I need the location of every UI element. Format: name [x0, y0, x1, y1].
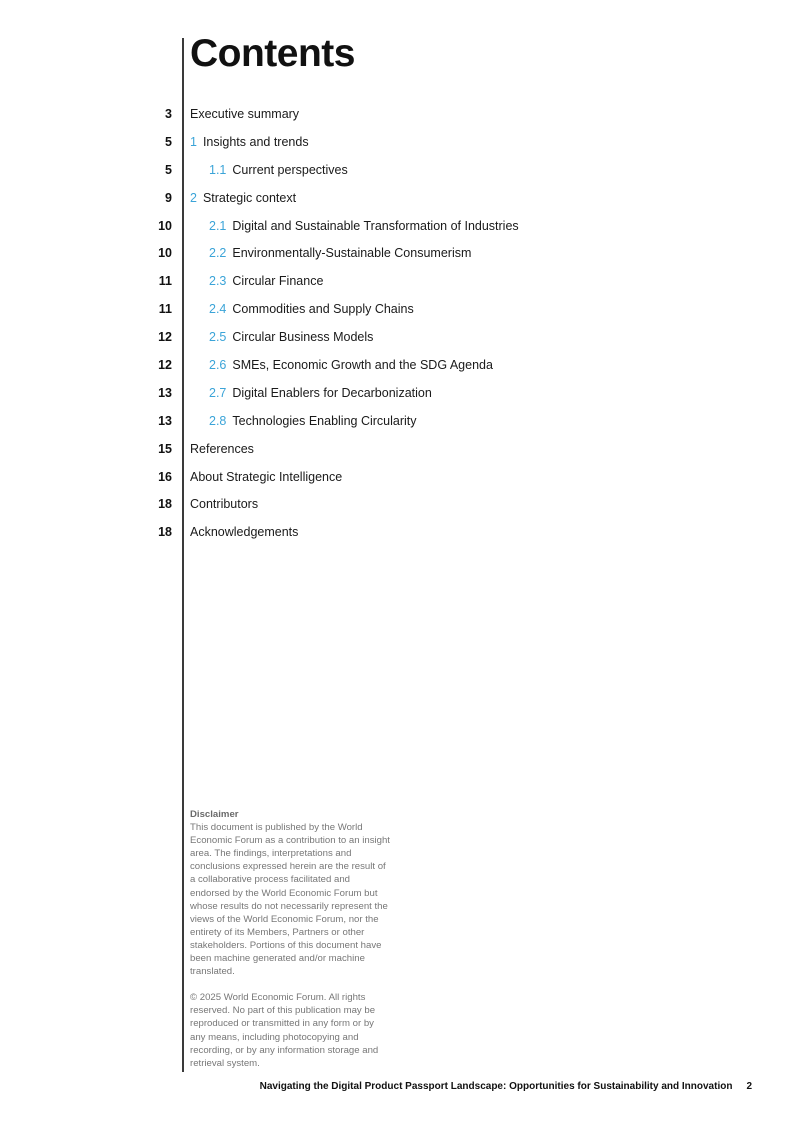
toc-entry-label: Digital and Sustainable Transformation of Industries: [232, 218, 519, 233]
toc-entry-label: Contributors: [190, 497, 259, 512]
toc-page-number: 18: [158, 497, 172, 512]
toc-page-number: 10: [158, 246, 172, 261]
toc-page-number: 12: [158, 358, 172, 373]
toc-entry-label: Circular Business Models: [232, 330, 374, 345]
toc-section-number: 1: [190, 134, 197, 149]
toc-entry[interactable]: [0, 352, 800, 380]
disclaimer-title: Disclaimer: [190, 809, 239, 820]
toc-entry-label: Executive summary: [190, 107, 300, 121]
toc-entry[interactable]: [0, 380, 800, 408]
toc-entry[interactable]: [0, 240, 800, 268]
toc-page-number: 13: [158, 385, 172, 400]
toc-entry-label: Current perspectives: [232, 162, 348, 177]
toc-section-number: 2: [190, 190, 197, 205]
table-of-contents: [0, 101, 800, 547]
toc-entry[interactable]: [0, 464, 800, 492]
disclaimer: [190, 808, 390, 1070]
toc-entry[interactable]: [0, 296, 800, 324]
toc-section-number: 2.3: [209, 274, 227, 289]
toc-entry-label: About Strategic Intelligence: [190, 469, 343, 484]
toc-entry-text: [209, 414, 417, 428]
toc-section-number: 2.4: [209, 302, 227, 317]
toc-entry[interactable]: [0, 408, 800, 436]
toc-page-number: 9: [165, 190, 172, 205]
toc-entry-text: [190, 135, 309, 149]
toc-entry-text: [209, 386, 432, 400]
toc-entry-text: [190, 525, 298, 539]
toc-section-number: 2.8: [209, 413, 227, 428]
footer-page-number: 2: [746, 1081, 752, 1092]
toc-page-number: 18: [158, 525, 172, 540]
toc-entry[interactable]: [0, 101, 800, 129]
toc-entry-text: [190, 191, 296, 205]
toc-entry-label: Digital Enablers for Decarbonization: [232, 385, 432, 400]
toc-entry-label: Environmentally-Sustainable Consumerism: [232, 246, 472, 261]
toc-entry-text: [209, 274, 323, 288]
toc-entry-label: References: [190, 441, 254, 456]
toc-entry[interactable]: [0, 213, 800, 241]
toc-page-number: 12: [158, 330, 172, 345]
toc-page-number: 16: [158, 469, 172, 484]
toc-page-number: 3: [165, 107, 172, 121]
toc-page-number: 5: [165, 162, 172, 177]
toc-entry-label: Insights and trends: [202, 134, 309, 149]
toc-section-number: 2.7: [209, 385, 227, 400]
copyright-notice: © 2025 World Economic Forum. All rights reserved. No part of this publication may be reproduced or transmitted in any form or by any means, including photocopying and recording, or by any information storage and retrieval system.: [190, 992, 379, 1069]
toc-entry[interactable]: [0, 185, 800, 213]
page-title: Contents: [190, 32, 355, 75]
toc-entry-label: Acknowledgements: [190, 525, 299, 540]
toc-entry-text: [209, 246, 471, 260]
toc-page-number: 11: [158, 302, 172, 317]
toc-entry[interactable]: [0, 436, 800, 464]
toc-entry-text: [209, 358, 493, 372]
toc-section-number: 2.1: [209, 218, 227, 233]
toc-entry-text: [190, 107, 299, 121]
toc-entry-text: [190, 442, 254, 456]
toc-entry-label: SMEs, Economic Growth and the SDG Agenda: [232, 358, 493, 373]
toc-entry-label: Strategic context: [202, 190, 297, 205]
toc-section-number: 2.2: [209, 246, 227, 261]
footer-title: Navigating the Digital Product Passport Landscape: Opportunities for Sustainability and Innovation: [259, 1081, 733, 1092]
toc-entry[interactable]: [0, 129, 800, 157]
toc-entry-text: [209, 219, 519, 233]
page-footer: [260, 1081, 752, 1092]
toc-section-number: 2.6: [209, 358, 227, 373]
toc-section-number: 1.1: [209, 162, 227, 177]
toc-entry-label: Technologies Enabling Circularity: [232, 413, 417, 428]
toc-entry-label: Commodities and Supply Chains: [232, 302, 414, 317]
toc-entry-text: [209, 302, 414, 316]
toc-entry[interactable]: [0, 324, 800, 352]
toc-entry[interactable]: [0, 519, 800, 547]
toc-entry-text: [209, 330, 373, 344]
toc-entry[interactable]: [0, 268, 800, 296]
toc-page-number: 5: [165, 134, 172, 149]
toc-page-number: 15: [158, 441, 172, 456]
toc-entry-text: [190, 497, 258, 511]
toc-entry-label: Circular Finance: [232, 274, 324, 289]
toc-page-number: 10: [158, 218, 172, 233]
toc-page-number: 11: [158, 274, 172, 289]
disclaimer-body: This document is published by the World Economic Forum as a contribution to an insight area. The findings, interpretations and conclusions expressed herein are the result of a collaborative process facilitated and endorsed by the World Economic Forum but whose results do not necessarily represent the views of the World Economic Forum, nor the entirety of its Members, Partners or other stakeholders. Portions of this document have been machine generated and/or machine translated.: [190, 822, 390, 978]
toc-page-number: 13: [158, 413, 172, 428]
toc-entry[interactable]: [0, 157, 800, 185]
toc-section-number: 2.5: [209, 330, 227, 345]
toc-entry-text: [209, 163, 348, 177]
toc-entry-text: [190, 470, 342, 484]
toc-entry[interactable]: [0, 491, 800, 519]
